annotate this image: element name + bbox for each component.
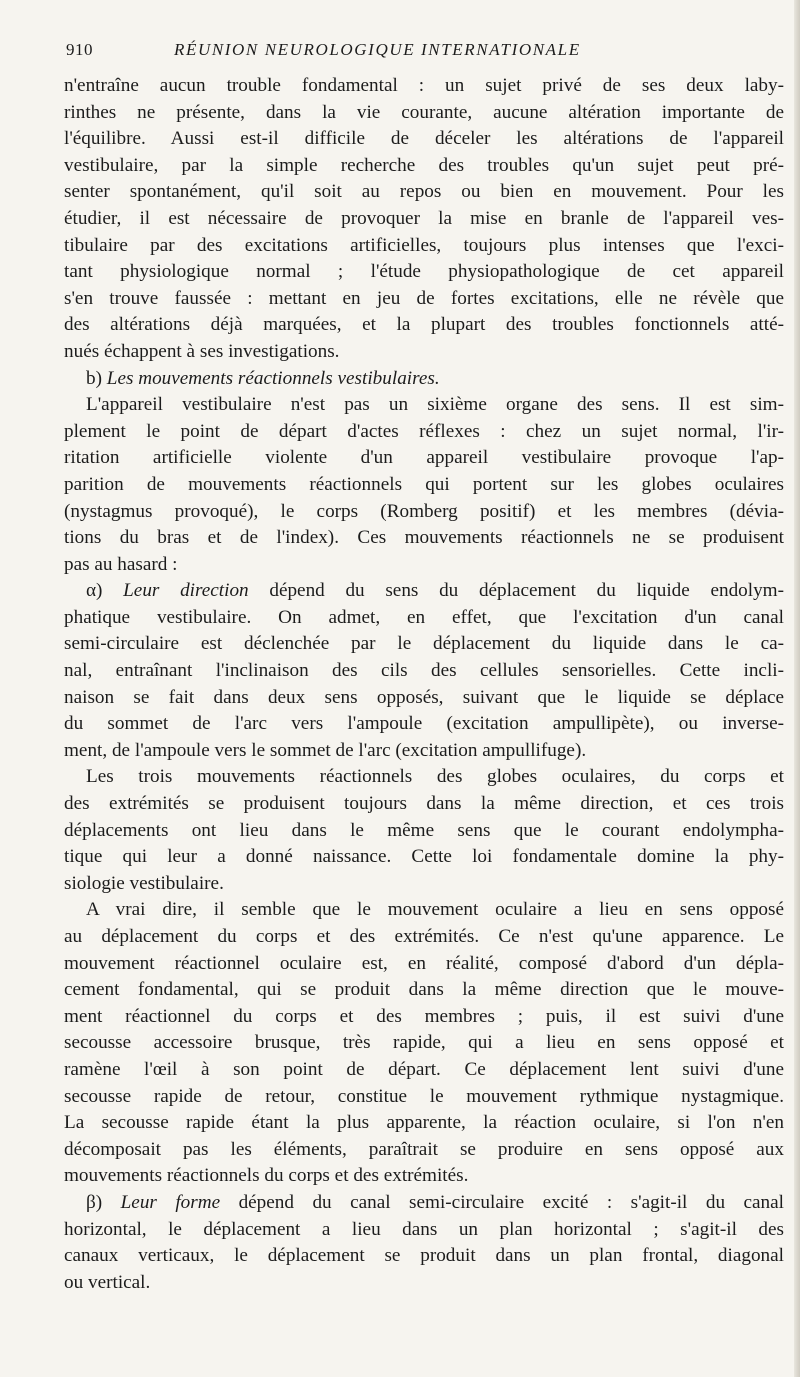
line-text: tibulaire par des excitations artificielles, toujours plus intenses que l'exci- xyxy=(64,234,784,256)
text-line xyxy=(64,1110,784,1137)
text-line xyxy=(64,711,784,738)
line-text: s'en trouve faussée : mettant en jeu de fortes excitations, elle ne révèle que xyxy=(64,287,784,309)
text-line xyxy=(64,1217,784,1244)
line-text: ment réactionnel du corps et des membres ; puis, il est suivi d'une xyxy=(64,1005,784,1027)
running-title: RÉUNION NEUROLOGIQUE INTERNATIONALE xyxy=(174,40,581,59)
line-text: tions du bras et de l'index). Ces mouvements réactionnels ne se produisent xyxy=(64,527,784,549)
text-line xyxy=(64,339,784,366)
line-text: horizontal, le déplacement a lieu dans un plan horizontal ; s'agit-il des xyxy=(64,1218,784,1240)
text-line xyxy=(64,951,784,978)
text-line xyxy=(64,738,784,765)
line-text: nués échappent à ses investigations. xyxy=(64,340,340,362)
text-line xyxy=(64,179,784,206)
text-line xyxy=(64,818,784,845)
text-line xyxy=(64,552,784,579)
text-line xyxy=(64,100,784,127)
line-text: Les trois mouvements réactionnels des globes oculaires, du corps et xyxy=(86,766,784,788)
line-text: La secousse rapide étant la plus apparente, la réaction oculaire, si l'on n'en xyxy=(64,1112,784,1134)
line-text: nal, entraînant l'inclinaison des cils des cellules sensorielles. Cette incli- xyxy=(64,660,784,682)
text-line xyxy=(64,977,784,1004)
line-text: des altérations déjà marquées, et la plupart des troubles fonctionnels atté- xyxy=(64,314,784,336)
text-line xyxy=(64,1243,784,1270)
text-line xyxy=(64,658,784,685)
text-line xyxy=(64,844,784,871)
text-line xyxy=(64,791,784,818)
text-line xyxy=(64,499,784,526)
line-text: mouvement réactionnel oculaire est, en réalité, composé d'abord d'un dépla- xyxy=(64,952,784,974)
line-text: tant physiologique normal ; l'étude physiopathologique de cet appareil xyxy=(64,261,784,283)
line-text: au déplacement du corps et des extrémités. Ce n'est qu'une apparence. Le xyxy=(64,926,784,947)
line-text: siologie vestibulaire. xyxy=(64,872,224,894)
line-text: pas au hasard : xyxy=(64,553,178,575)
line-text: secousse rapide de retour, constitue le mouvement rythmique nystagmique. xyxy=(64,1085,784,1107)
text-line xyxy=(64,871,784,898)
line-text: L'appareil vestibulaire n'est pas un sixième organe des sens. Il est sim- xyxy=(86,394,784,416)
line-text: l'équilibre. Aussi est-il difficile de déceler les altérations de l'appareil xyxy=(64,128,784,150)
line-text: ment, de l'ampoule vers le sommet de l'arc (excitation ampullifuge). xyxy=(64,739,587,761)
line-text: parition de mouvements réactionnels qui portent sur les globes oculaires xyxy=(64,473,784,495)
line-text: mouvements réactionnels du corps et des extrémités. xyxy=(64,1165,469,1187)
text-line xyxy=(64,366,784,393)
text-line xyxy=(64,1030,784,1057)
scan-edge xyxy=(794,0,800,1377)
list-marker: β) xyxy=(86,1191,121,1213)
line-text: des extrémités se produisent toujours dans la même direction, et ces trois xyxy=(64,793,784,815)
text-line xyxy=(64,259,784,286)
line-text: cement fondamental, qui se produit dans la même direction que le mouve- xyxy=(64,979,784,1001)
list-marker: α) xyxy=(86,580,124,602)
text-line xyxy=(64,445,784,472)
line-text: (nystagmus provoqué), le corps (Romberg positif) et les membres (dévia- xyxy=(64,500,784,522)
text-line xyxy=(64,578,784,605)
text-line xyxy=(64,605,784,632)
line-text: A vrai dire, il semble que le mouvement oculaire a lieu en sens opposé xyxy=(86,899,784,921)
text-line xyxy=(64,206,784,233)
line-text: rinthes ne présente, dans la vie courante, aucune altération importante de xyxy=(64,101,784,123)
text-line xyxy=(64,1190,784,1217)
text-line xyxy=(64,1004,784,1031)
body-text xyxy=(64,73,784,1296)
line-text: ritation artificielle violente d'un appareil vestibulaire provoque l'ap- xyxy=(64,447,784,469)
line-text: secousse accessoire brusque, très rapide, qui a lieu en sens opposé et xyxy=(64,1032,784,1054)
text-line xyxy=(64,631,784,658)
line-text: dépend du canal semi-circulaire excité : s'agit-il du canal xyxy=(220,1191,784,1213)
text-line xyxy=(64,126,784,153)
line-text: déplacements ont lieu dans le même sens que le courant endolympha- xyxy=(64,819,784,841)
text-line xyxy=(64,1163,784,1190)
list-marker: b) xyxy=(86,367,107,389)
text-line xyxy=(64,1084,784,1111)
italic-heading: Les mouvements réactionnels vestibulaires. xyxy=(106,367,440,389)
text-line xyxy=(64,1270,784,1297)
text-line xyxy=(64,419,784,446)
line-text: tique qui leur a donné naissance. Cette loi fondamentale domine la phy- xyxy=(64,846,784,868)
line-text: du sommet de l'arc vers l'ampoule (excitation ampullipète), ou inverse- xyxy=(64,713,784,735)
line-text: canaux verticaux, le déplacement se produit dans un plan frontal, diagonal xyxy=(64,1245,784,1267)
text-line xyxy=(64,1137,784,1164)
page-number: 910 xyxy=(66,40,93,59)
line-text: ou vertical. xyxy=(64,1271,151,1293)
italic-heading: Leur forme xyxy=(120,1191,221,1213)
text-line xyxy=(64,685,784,712)
line-text: semi-circulaire est déclenchée par le déplacement du liquide dans le ca- xyxy=(64,633,784,655)
line-text: n'entraîne aucun trouble fondamental : un sujet privé de ses deux laby- xyxy=(64,75,784,96)
line-text: décomposait pas les éléments, paraîtrait se produire en sens opposé aux xyxy=(64,1138,784,1160)
text-line xyxy=(64,312,784,339)
page-header xyxy=(66,40,784,66)
line-text: senter spontanément, qu'il soit au repos ou bien en mouvement. Pour les xyxy=(64,181,784,203)
text-line xyxy=(64,472,784,499)
line-text: étudier, il est nécessaire de provoquer la mise en branle de l'appareil ves- xyxy=(64,207,784,229)
line-text: naison se fait dans deux sens opposés, suivant que le liquide se déplace xyxy=(64,686,784,708)
text-line xyxy=(64,392,784,419)
text-line xyxy=(64,153,784,180)
line-text: dépend du sens du déplacement du liquide endolym- xyxy=(248,580,784,602)
text-line xyxy=(64,73,784,100)
text-line xyxy=(64,286,784,313)
text-line xyxy=(64,525,784,552)
text-line xyxy=(64,1057,784,1084)
line-text: ramène l'œil à son point de départ. Ce déplacement lent suivi d'une xyxy=(64,1058,784,1080)
text-line xyxy=(64,897,784,924)
text-line xyxy=(64,764,784,791)
line-text: phatique vestibulaire. On admet, en effet, que l'excitation d'un canal xyxy=(64,606,784,628)
text-line xyxy=(64,924,784,951)
line-text: vestibulaire, par la simple recherche des troubles qu'un sujet peut pré- xyxy=(64,154,784,176)
line-text: plement le point de départ d'actes réflexes : chez un sujet normal, l'ir- xyxy=(64,420,784,442)
italic-heading: Leur direction xyxy=(123,580,249,602)
text-line xyxy=(64,233,784,260)
